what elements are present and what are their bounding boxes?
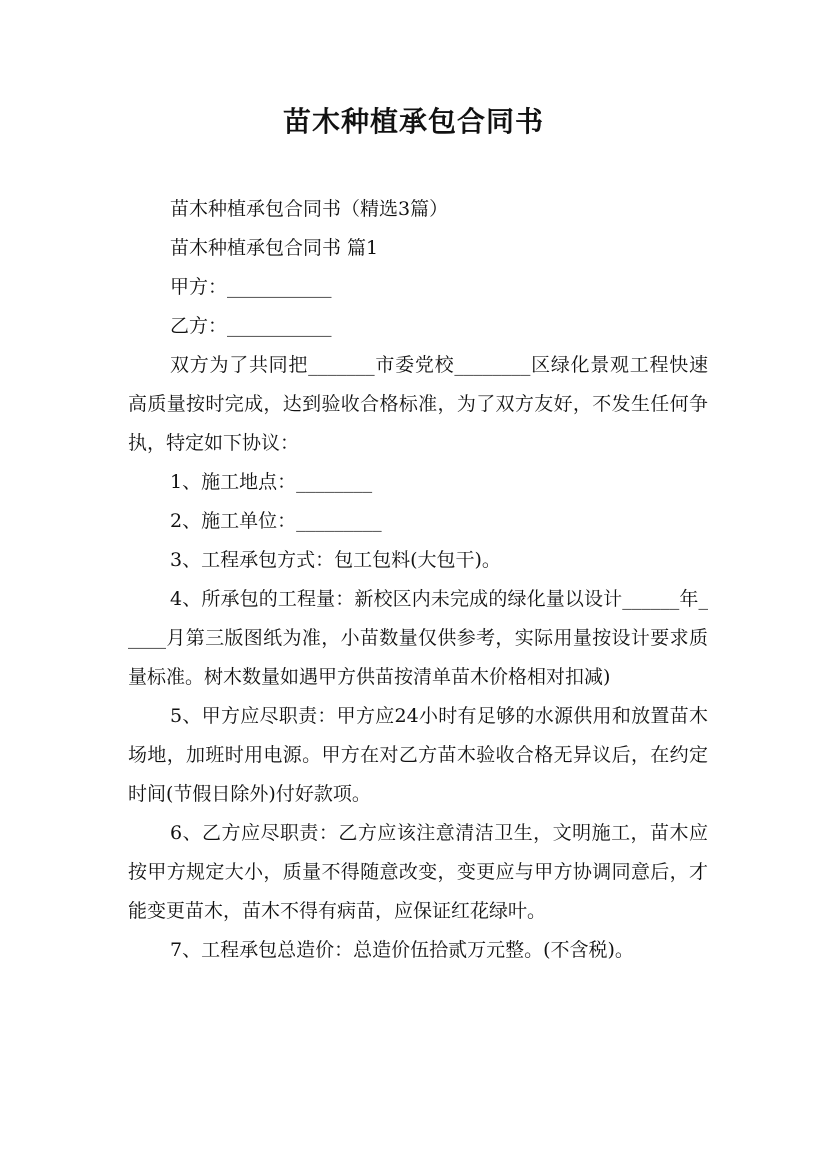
document-title: 苗木种植承包合同书	[282, 105, 544, 138]
paragraph-clause-2: 2、施工单位：_________	[170, 510, 382, 532]
paragraph-party-b: 乙方：___________	[170, 315, 332, 337]
paragraph-clause-1: 1、施工地点：________	[170, 471, 373, 493]
paragraph-subtitle: 苗木种植承包合同书（精选3篇）	[170, 198, 449, 220]
paragraph-clause-7: 7、工程承包总造价：总造价伍拾贰万元整。(不含税)。	[170, 939, 634, 961]
paragraph-agreement-intro: 双方为了共同把_______市委党校________区绿化景观工程快速高质量按时完成，达到验收合格标准，为了双方友好，不发生任何争执，特定如下协议：	[128, 354, 708, 454]
paragraph-clause-5: 5、甲方应尽职责：甲方应24小时有足够的水源供用和放置苗木场地，加班时用电源。甲方在对乙方苗木验收合格无异议后，在约定时间(节假日除外)付好款项。	[128, 705, 708, 805]
document-body	[128, 190, 708, 970]
paragraph-clause-6: 6、乙方应尽职责：乙方应该注意清洁卫生，文明施工，苗木应按甲方规定大小，质量不得随意改变，变更应与甲方协调同意后，才能变更苗木，苗木不得有病苗，应保证红花绿叶。	[128, 822, 708, 922]
paragraph-clause-3: 3、工程承包方式：包工包料(大包干)。	[170, 549, 501, 571]
paragraph-party-a: 甲方：___________	[170, 276, 332, 298]
paragraph-section-heading: 苗木种植承包合同书 篇1	[170, 237, 379, 259]
paragraph-clause-4: 4、所承包的工程量：新校区内未完成的绿化量以设计______年_____月第三版图纸为准，小苗数量仅供参考，实际用量按设计要求质量标准。树木数量如遇甲方供苗按清单苗木价格相对扣减)	[128, 588, 708, 688]
